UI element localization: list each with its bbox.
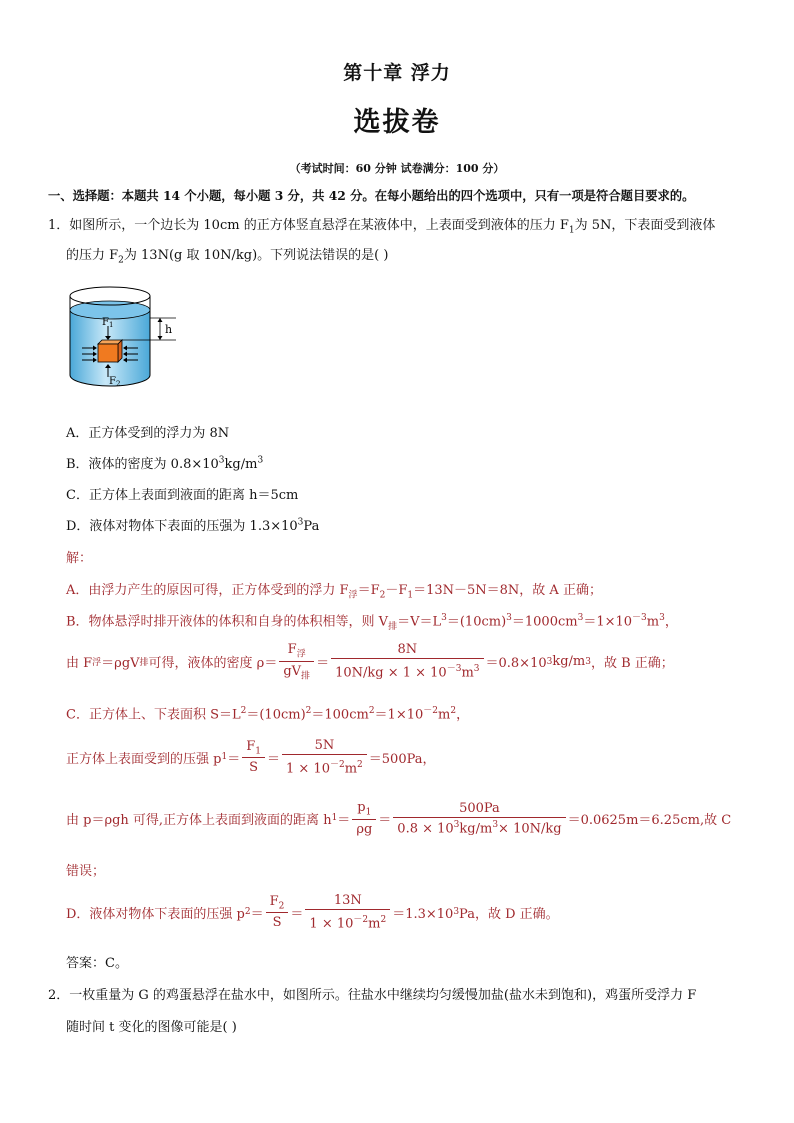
stem-text: 为 13N(g 取 10N/kg)。下列说法错误的是( ) (123, 248, 389, 263)
solution-text: ＝13N－5N＝8N，故 A 正确； (413, 583, 602, 598)
superscript: 3 (492, 819, 499, 830)
superscript: 3 (577, 613, 584, 623)
stem-text: 如图所示，一个边长为 10cm 的正方体竖直悬浮在某液体中，上表面受到液体的压力 F (69, 218, 569, 233)
numerator: 13N (305, 893, 390, 910)
solution-text: ＝(10cm) (246, 707, 306, 723)
solution-text: A．由浮力产生的原因可得，正方体受到的浮力 F (66, 583, 349, 598)
subscript: 2 (118, 255, 124, 266)
option-text: B．液体的密度为 0.8×10 (66, 457, 219, 472)
solution-b-line2 (66, 642, 674, 681)
superscript: 2 (357, 760, 363, 770)
superscript: 2 (380, 915, 387, 925)
beaker-cube-figure (62, 280, 192, 400)
subscript: 1 (221, 752, 228, 763)
solution-label: 解： (66, 551, 93, 566)
solution-c-line4: 错误； (66, 864, 106, 879)
subscript: 1 (407, 590, 414, 601)
denominator: S (272, 915, 282, 931)
equals-sign: ＝ (378, 812, 392, 828)
subscript: 2 (379, 590, 386, 601)
denominator: m (344, 761, 358, 777)
section-heading: 一、选择题：本题共 14 个小题，每小题 3 分，共 42 分。在每小题给出的四个选项中，只有一项是符合题目要求的。 (48, 188, 695, 203)
question-1-stem-line1 (48, 214, 715, 236)
superscript: 3 (585, 656, 591, 667)
denominator: gV (283, 663, 302, 679)
solution-text: ＝0.0625m＝6.25cm,故 C (567, 812, 732, 828)
subscript: 浮 (92, 658, 102, 669)
fraction-pressure-values (282, 738, 367, 776)
superscript: 3 (297, 517, 304, 528)
equals-sign: ＝ (266, 751, 280, 767)
subscript: 1 (365, 807, 372, 818)
stem-text: 为 5N，下表面受到液体 (574, 218, 716, 233)
option-b (66, 453, 263, 472)
solution-text: kg/m (552, 654, 586, 670)
subscript: 浮 (296, 649, 306, 660)
subscript: 2 (278, 901, 285, 912)
superscript: －2 (423, 706, 438, 716)
solution-text: ＝ (250, 906, 264, 922)
solution-text: ＝1000cm (511, 614, 578, 630)
superscript: 3 (441, 613, 447, 623)
stem-text: 一枚重量为 G 的鸡蛋悬浮在盐水中，如图所示。往盐水中继续均匀缓慢加盐(盐水未到饱和)，鸡蛋所受浮力 F (69, 988, 697, 1003)
fraction-pressure-formula (242, 739, 265, 776)
fraction-bottom-pressure-values (305, 893, 390, 931)
solution-a (66, 579, 602, 601)
question-1-stem-line2 (66, 244, 388, 266)
superscript: 2 (368, 706, 375, 716)
denominator: 1 × 10 (309, 916, 354, 932)
solution-b-line1 (66, 610, 678, 632)
subscript: 1 (255, 746, 261, 757)
exam-info: （考试时间：60 分钟 试卷满分：100 分） (289, 162, 505, 175)
superscript: 2 (240, 706, 247, 716)
question-2-stem-line2: 随时间 t 变化的图像可能是( ) (66, 1020, 237, 1035)
equals-sign: ＝ (316, 656, 330, 672)
solution-text: m (646, 614, 660, 630)
numerator: F (287, 642, 297, 657)
option-text: D．液体对物体下表面的压强为 1.3×10 (66, 519, 298, 534)
superscript: 3 (218, 455, 225, 466)
superscript: 3 (453, 819, 460, 830)
solution-text: 正方体上表面受到的压强 p (66, 751, 222, 767)
h-label: h (165, 323, 173, 336)
solution-d (66, 893, 559, 931)
numerator: 5N (282, 738, 367, 755)
denominator: ρg (356, 821, 373, 837)
superscript: 2 (305, 706, 312, 716)
solution-text: ＝V＝L (397, 614, 442, 630)
numerator: F (269, 893, 279, 909)
solution-text: ＝1×10 (583, 614, 633, 630)
superscript: 2 (450, 706, 457, 716)
equals-sign: ＝ (290, 906, 304, 922)
solution-text: 可得，液体的密度 ρ＝ (148, 656, 278, 672)
solution-text: ＝1.3×10 (392, 906, 454, 922)
subscript: 排 (301, 671, 311, 682)
superscript: －3 (446, 664, 462, 675)
denominator: kg/m (459, 820, 493, 836)
superscript: －3 (632, 613, 647, 623)
question-number: 1． (48, 218, 70, 233)
superscript: －2 (329, 760, 345, 770)
solution-c-line3 (66, 800, 731, 837)
f2-label: $F_2$ (109, 376, 121, 388)
numerator: 500Pa (393, 801, 565, 818)
subscript: 1 (568, 225, 575, 236)
subscript: 排 (388, 621, 398, 632)
option-a: A．正方体受到的浮力为 8N (66, 426, 230, 441)
solution-text: ＝500Pa， (368, 751, 436, 767)
solution-text: ＝(10cm) (446, 614, 507, 630)
denominator: m (368, 916, 381, 932)
solution-text: －F (385, 583, 408, 598)
fraction-density-values (331, 642, 483, 680)
fraction-depth-values (393, 801, 565, 836)
paper-title: 选拔卷 (353, 107, 441, 138)
f1-label: $F_1$ (102, 317, 114, 329)
solution-text: Pa，故 D 正确。 (459, 906, 559, 922)
solution-text: ＝100cm (311, 707, 369, 723)
solution-text: ＝F (357, 583, 380, 598)
superscript: 3 (506, 613, 512, 623)
question-2-stem-line1 (48, 984, 696, 1003)
solution-text: D．液体对物体下表面的压强 p (66, 906, 245, 922)
denominator: 10N/kg × 1 × 10 (335, 665, 447, 681)
numerator: p (357, 800, 366, 815)
superscript: 3 (546, 656, 553, 667)
solution-text: ＝ (227, 751, 241, 767)
denominator: × 10N/kg (498, 820, 562, 836)
fraction-bottom-pressure-formula (266, 894, 289, 931)
option-text: Pa (303, 519, 320, 534)
solution-text: B．物体悬浮时排开液体的体积和自身的体积相等，则 V (66, 614, 389, 630)
solution-c-line2 (66, 738, 436, 776)
superscript: 3 (659, 613, 665, 623)
solution-text: ，故 B 正确； (590, 656, 674, 672)
solution-text: ＝1×10 (374, 707, 424, 723)
solution-text: ＝ (337, 812, 351, 828)
denominator: S (249, 760, 259, 776)
chapter-title: 第十章 浮力 (343, 62, 451, 84)
answer-line: 答案：C。 (66, 956, 128, 971)
solution-text: ， (664, 614, 678, 630)
solution-text: m (438, 707, 451, 723)
stem-text: 的压力 F (66, 248, 119, 263)
superscript: 3 (473, 664, 480, 675)
option-text: kg/m (224, 457, 258, 472)
solution-text: C．正方体上、下表面积 S＝L (66, 707, 241, 723)
numerator: 8N (331, 642, 483, 659)
option-d (66, 515, 319, 534)
superscript: 3 (257, 455, 264, 466)
denominator: 0.8 × 10 (397, 820, 454, 836)
subscript: 2 (244, 907, 251, 918)
solution-text: ＝ρgV (101, 656, 140, 672)
denominator: m (461, 665, 474, 681)
solution-text: 由 p＝ρgh 可得,正方体上表面到液面的距离 h (66, 812, 332, 828)
solution-text: ， (456, 707, 470, 723)
subscript: 排 (139, 658, 149, 669)
option-c: C．正方体上表面到液面的距离 h＝5cm (66, 488, 299, 503)
fraction-density-formula (279, 642, 314, 681)
solution-c-line1 (66, 703, 469, 722)
superscript: 3 (453, 907, 460, 918)
subscript: 浮 (348, 590, 358, 601)
superscript: －2 (353, 915, 369, 925)
subscript: 1 (331, 813, 338, 824)
denominator: 1 × 10 (286, 761, 330, 777)
solution-text: 由 F (66, 656, 93, 672)
solution-text: ＝0.8×10 (485, 656, 547, 672)
numerator: F (246, 738, 256, 754)
question-number: 2． (48, 988, 70, 1003)
fraction-depth-formula (352, 800, 376, 837)
